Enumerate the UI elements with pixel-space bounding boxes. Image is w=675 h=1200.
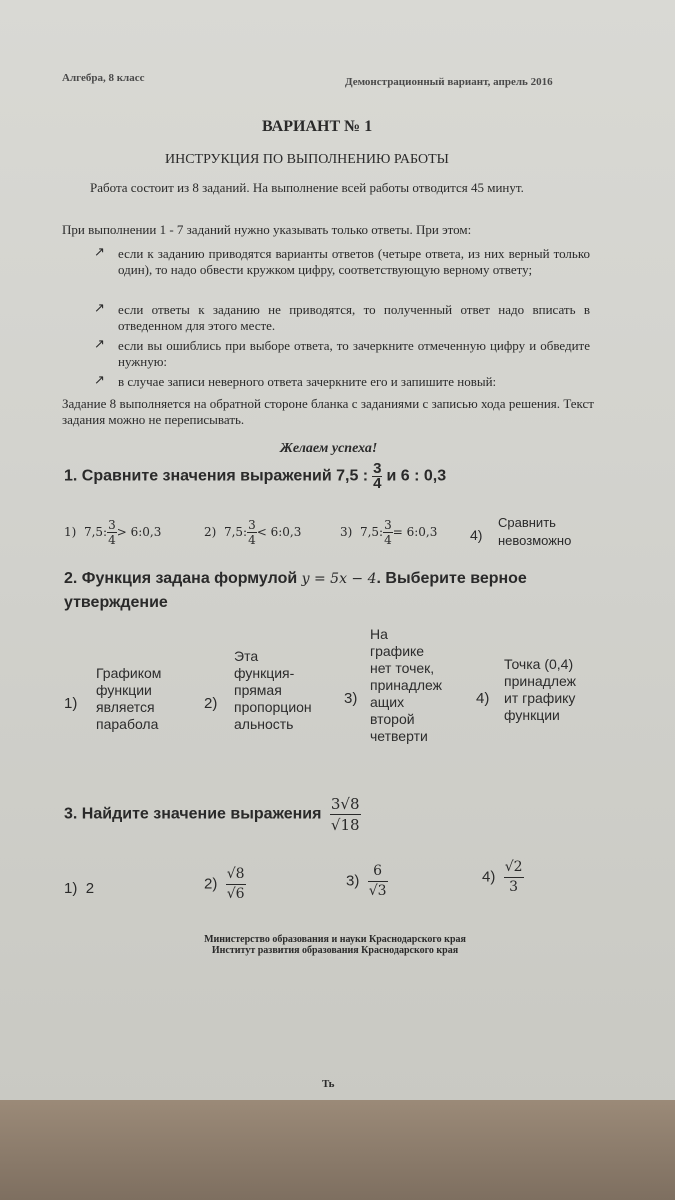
q2-option-2-number: 2): [204, 695, 218, 712]
option-text-line: Графиком: [96, 665, 162, 681]
question-1-fraction: [372, 462, 382, 491]
fraction-numerator: √2: [504, 858, 524, 878]
q2-option-4[interactable]: [504, 656, 576, 724]
option-number: 3): [346, 872, 360, 890]
option-number: 3): [340, 525, 353, 539]
option-text-line: является: [96, 699, 155, 715]
question-2-tail: . Выберите верное: [376, 570, 527, 587]
footer-line-1: Министерство образования и науки Краснодарского края: [204, 934, 466, 945]
fraction-numerator: 3√8: [330, 795, 360, 813]
fraction-denominator: 4: [384, 533, 392, 547]
header-subject: Алгебра, 8 класс: [62, 72, 145, 84]
option-pre: 7,5:: [223, 525, 248, 539]
fraction-numerator: 3: [384, 518, 392, 532]
option-text-line: четверти: [370, 728, 428, 744]
option-text-line: функции: [96, 682, 152, 698]
question-1-text: 1. Сравните значения выражений 7,5 :: [64, 467, 369, 485]
option-fraction: [504, 858, 524, 897]
question-3-text: 3. Найдите значение выражения: [64, 805, 322, 823]
option-text-line: функция-: [234, 665, 295, 681]
option-number: 4): [482, 868, 496, 886]
option-text-line: На: [370, 626, 388, 642]
footer-line-2: Институт развития образования Краснодарского края: [211, 945, 459, 956]
fraction-denominator: √6: [226, 886, 245, 902]
desk-surface: [0, 1100, 675, 1200]
question-3-fraction: [330, 794, 361, 835]
instruction-bullet-3: если вы ошиблись при выборе ответа, то зачеркните отмеченную цифру и обведите нужную:: [118, 338, 590, 369]
option-text-line: второй: [370, 711, 415, 727]
fraction-denominator: 4: [108, 533, 116, 547]
option-text-line: невозможно: [498, 533, 572, 548]
option-text-line: ит графику: [504, 690, 576, 706]
q3-option-2[interactable]: [204, 865, 246, 904]
option-number: 1): [64, 880, 78, 897]
fraction-denominator: 4: [248, 533, 256, 547]
question-1-tail: и 6 : 0,3: [386, 467, 447, 485]
header-variant-info: Демонстрационный вариант, апрель 2016: [345, 76, 553, 88]
question-2: [64, 570, 527, 588]
instruction-bullet-2: если ответы к заданию не приводятся, то полученный ответ надо вписать в отведенном для этого месте.: [118, 302, 590, 333]
option-post: = 6:0,3: [392, 525, 438, 539]
instruction-bullet-1: если к заданию приводятся варианты ответов (четыре ответа, из них верный только один), то надо обвести кружком цифру, соответствующую верному ответу;: [118, 246, 590, 277]
fraction-denominator: 3: [509, 879, 519, 895]
option-text-line: функции: [504, 707, 560, 723]
instruction-title: ИНСТРУКЦИЯ ПО ВЫПОЛНЕНИЮ РАБОТЫ: [165, 152, 449, 167]
option-fraction: [368, 862, 388, 901]
option-fraction: [383, 518, 393, 547]
option-fraction: [107, 518, 117, 547]
question-2-formula: y = 5x − 4: [301, 571, 377, 587]
option-text-line: принадлеж: [504, 673, 577, 689]
option-fraction: [247, 518, 257, 547]
option-text-line: ащих: [370, 694, 405, 710]
fraction-numerator: 3: [248, 518, 256, 532]
intro-paragraph-2: При выполнении 1 - 7 заданий нужно указывать только ответы. При этом:: [62, 222, 472, 237]
option-text-line: парабола: [96, 716, 159, 732]
option-text-line: нет точек,: [370, 660, 435, 676]
arrow-bullet-icon: ↗: [94, 336, 105, 351]
option-post: > 6:0,3: [116, 525, 162, 539]
option-number: 2): [204, 875, 218, 893]
question-3: [64, 794, 361, 835]
question-1: [64, 462, 446, 491]
question-2-text: 2. Функция задана формулой: [64, 570, 298, 587]
fraction-denominator: 4: [373, 475, 382, 492]
q2-option-4-number: 4): [476, 690, 490, 707]
option-fraction: [226, 865, 246, 904]
q1-option-4-number: 4): [470, 527, 483, 543]
fraction-numerator: √8: [226, 865, 246, 885]
page-mark: Ть: [322, 1078, 335, 1090]
footer: [150, 934, 520, 956]
option-text-line: прямая: [234, 682, 282, 698]
option-text-line: графике: [370, 643, 425, 659]
q1-option-2[interactable]: [204, 518, 301, 547]
fraction-denominator: √18: [330, 816, 360, 834]
q2-option-2[interactable]: [234, 648, 312, 733]
fraction-numerator: 3: [108, 518, 116, 532]
task8-note: Задание 8 выполняется на обратной стороне бланка с заданиями с записью хода решения. Текст задания можно не переписывать.: [62, 396, 594, 427]
option-pre: 7,5:: [359, 525, 384, 539]
q1-option-3[interactable]: [340, 518, 437, 547]
q2-option-1[interactable]: [96, 665, 161, 733]
intro-paragraph-1: Работа состоит из 8 заданий. На выполнение всей работы отводится 45 минут.: [90, 180, 524, 195]
option-text-line: альность: [234, 716, 294, 732]
q2-option-3-number: 3): [344, 690, 358, 707]
option-text-line: Точка (0,4): [504, 656, 574, 672]
option-number: 2): [204, 525, 217, 539]
option-text-line: Эта: [234, 648, 259, 664]
option-number: 1): [64, 525, 77, 539]
arrow-bullet-icon: ↗: [94, 372, 105, 387]
q2-option-1-number: 1): [64, 695, 78, 712]
option-text-line: пропорцион: [234, 699, 312, 715]
arrow-bullet-icon: ↗: [94, 300, 105, 315]
instruction-bullet-4: в случае записи неверного ответа зачеркните его и запишите новый:: [118, 374, 497, 389]
fraction-numerator: 6: [368, 862, 388, 882]
option-post: < 6:0,3: [256, 525, 302, 539]
option-text-line: принадлеж: [370, 677, 443, 693]
arrow-bullet-icon: ↗: [94, 244, 105, 259]
q3-option-1[interactable]: [64, 880, 94, 897]
q1-option-1[interactable]: [64, 518, 161, 547]
q2-option-3[interactable]: [370, 626, 442, 745]
variant-title: ВАРИАНТ № 1: [262, 118, 373, 135]
fraction-numerator: 3: [373, 460, 382, 477]
option-text-line: Сравнить: [498, 515, 556, 530]
fraction-denominator: √3: [368, 883, 387, 899]
wish-text: Желаем успеха!: [280, 441, 378, 456]
q1-option-4[interactable]: [498, 514, 571, 550]
q3-option-3[interactable]: [346, 862, 388, 901]
option-value: 2: [85, 880, 95, 897]
question-2-line-2: утверждение: [64, 594, 168, 611]
q3-option-4[interactable]: [482, 858, 524, 897]
option-pre: 7,5:: [83, 525, 108, 539]
